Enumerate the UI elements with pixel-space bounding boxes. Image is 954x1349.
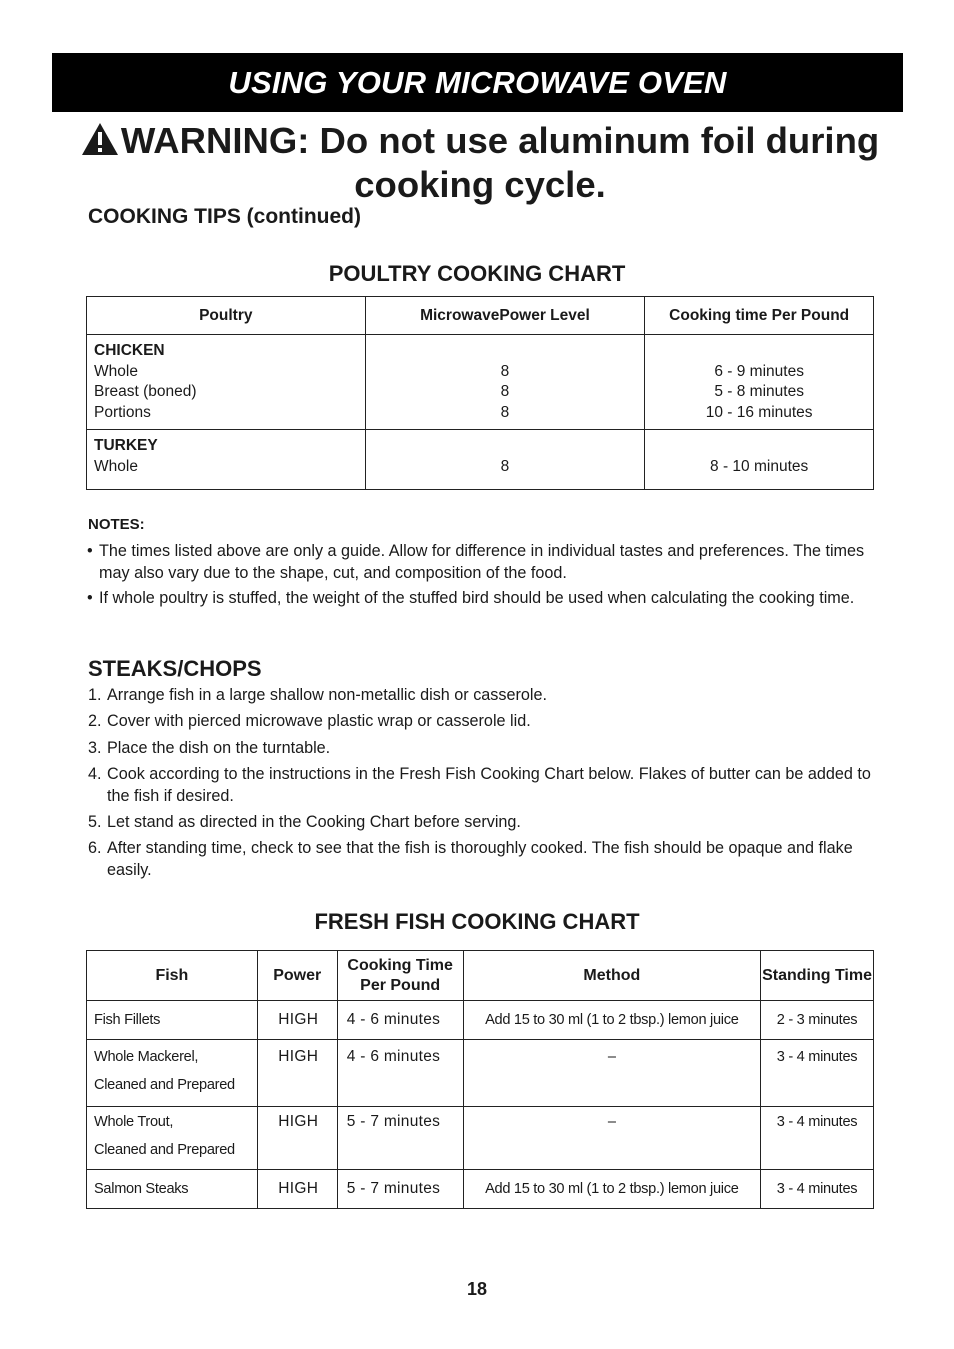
method-cell: Add 15 to 30 ml (1 to 2 tbsp.) lemon juice (463, 1001, 760, 1040)
fish-cell (87, 1040, 258, 1107)
column-header: MicrowavePower Level (365, 297, 645, 335)
table-header-row (87, 297, 874, 335)
method-cell: – (463, 1107, 760, 1170)
cooking-time-cell (645, 335, 874, 430)
fish-name: Whole Trout, (94, 1114, 174, 1130)
bullet: • (87, 542, 93, 560)
fish-name: Fish Fillets (94, 1012, 161, 1028)
method-cell: – (463, 1040, 760, 1107)
banner-title: USING YOUR MICROWAVE OVEN (228, 64, 727, 100)
step-item (88, 711, 878, 733)
fish-cell (87, 1170, 258, 1209)
poultry-cell (87, 335, 366, 430)
section-title: COOKING TIPS (continued) (88, 205, 361, 228)
column-header: Method (463, 951, 760, 1001)
column-header: Cooking Time Per Pound (337, 951, 463, 1001)
step-text: Arrange fish in a large shallow non-metallic dish or casserole. (107, 686, 547, 704)
item-name: Whole (94, 457, 138, 475)
step-text: Cover with pierced microwave plastic wrap or casserole lid. (107, 712, 531, 730)
warning-text-line1: WARNING: Do not use aluminum foil during (120, 120, 880, 161)
power-level: 8 (500, 383, 510, 400)
cooking-time-cell: 5 - 7 minutes (337, 1170, 463, 1209)
step-text: After standing time, check to see that the fish is thoroughly cooked. The fish should be opaque and flake easily. (107, 839, 853, 879)
power-level: 8 (500, 403, 510, 421)
cooking-time-cell: 4 - 6 minutes (337, 1040, 463, 1107)
table-row (87, 335, 874, 430)
power-cell: HIGH (257, 1170, 337, 1209)
power-level: 8 (500, 362, 510, 380)
step-number: 1. (88, 686, 102, 704)
category-label: TURKEY (94, 437, 158, 454)
fish-cell (87, 1001, 258, 1040)
step-text: Cook according to the instructions in the Fresh Fish Cooking Chart below. Flakes of butter can be added to the fish if desired. (107, 765, 871, 805)
cooking-time: 8 - 10 minutes (710, 457, 809, 475)
fish-chart-title: FRESH FISH COOKING CHART (314, 909, 640, 934)
warning-heading (60, 120, 900, 205)
fish-cell (87, 1107, 258, 1170)
power-level-cell (365, 430, 645, 490)
poultry-cell (87, 430, 366, 490)
bullet: • (87, 589, 93, 607)
item-name: Whole (94, 362, 138, 380)
step-number: 4. (88, 765, 102, 783)
step-item (88, 685, 878, 707)
step-text: Place the dish on the turntable. (107, 739, 331, 757)
table-row (87, 1001, 874, 1040)
column-header: Cooking time Per Pound (645, 297, 874, 335)
standing-time-cell: 3 - 4 minutes (761, 1170, 874, 1209)
fish-name: Whole Mackerel, (94, 1049, 199, 1065)
table-row (87, 430, 874, 490)
standing-time-cell: 3 - 4 minutes (761, 1040, 874, 1107)
poultry-chart-title: POULTRY COOKING CHART (328, 261, 626, 286)
fish-prep: Cleaned and Prepared (94, 1077, 235, 1093)
page-banner (52, 53, 903, 112)
standing-time-cell: 2 - 3 minutes (761, 1001, 874, 1040)
fish-cooking-table (86, 950, 874, 1209)
column-header: Standing Time (761, 951, 874, 1001)
power-cell: HIGH (257, 1040, 337, 1107)
column-header: Fish (87, 951, 258, 1001)
page-number: 18 (466, 1279, 488, 1299)
fish-name: Salmon Steaks (94, 1181, 189, 1197)
warning-triangle-icon (81, 122, 119, 164)
category-label: CHICKEN (94, 342, 165, 359)
step-text: Let stand as directed in the Cooking Chart before serving. (107, 813, 521, 831)
table-row (87, 1170, 874, 1209)
cooking-time: 6 - 9 minutes (714, 362, 804, 380)
steaks-heading: STEAKS/CHOPS (88, 656, 262, 681)
power-cell: HIGH (257, 1107, 337, 1170)
warning-text-line2: cooking cycle. (354, 164, 606, 205)
step-number: 5. (88, 813, 102, 831)
method-cell: Add 15 to 30 ml (1 to 2 tbsp.) lemon juice (463, 1170, 760, 1209)
column-header: Power (257, 951, 337, 1001)
step-item (88, 764, 878, 807)
table-row (87, 1040, 874, 1107)
step-number: 6. (88, 839, 102, 857)
step-number: 2. (88, 712, 102, 730)
note-text: If whole poultry is stuffed, the weight of the stuffed bird should be used when calculating the cooking time. (99, 589, 855, 607)
power-level-cell (365, 335, 645, 430)
table-header-row (87, 951, 874, 1001)
cooking-time-cell (645, 430, 874, 490)
item-name: Portions (94, 403, 151, 421)
note-text: The times listed above are only a guide. Allow for difference in individual tastes and preferences. The times may also vary due to the shape, cut, and composition of the food. (99, 542, 865, 582)
power-cell: HIGH (257, 1001, 337, 1040)
fish-prep: Cleaned and Prepared (94, 1142, 235, 1158)
cooking-time: 5 - 8 minutes (714, 383, 804, 400)
note-item (87, 588, 867, 610)
step-item (88, 838, 878, 881)
cooking-time: 10 - 16 minutes (705, 403, 813, 421)
standing-time-cell: 3 - 4 minutes (761, 1107, 874, 1170)
step-item (88, 738, 878, 760)
power-level: 8 (500, 457, 510, 475)
step-number: 3. (88, 739, 102, 757)
note-item (87, 541, 867, 584)
notes-heading: NOTES: (88, 516, 145, 533)
cooking-time-cell: 4 - 6 minutes (337, 1001, 463, 1040)
poultry-cooking-table (86, 296, 874, 490)
item-name: Breast (boned) (94, 383, 197, 400)
table-row (87, 1107, 874, 1170)
column-header: Poultry (87, 297, 366, 335)
cooking-time-cell: 5 - 7 minutes (337, 1107, 463, 1170)
step-item (88, 812, 878, 834)
